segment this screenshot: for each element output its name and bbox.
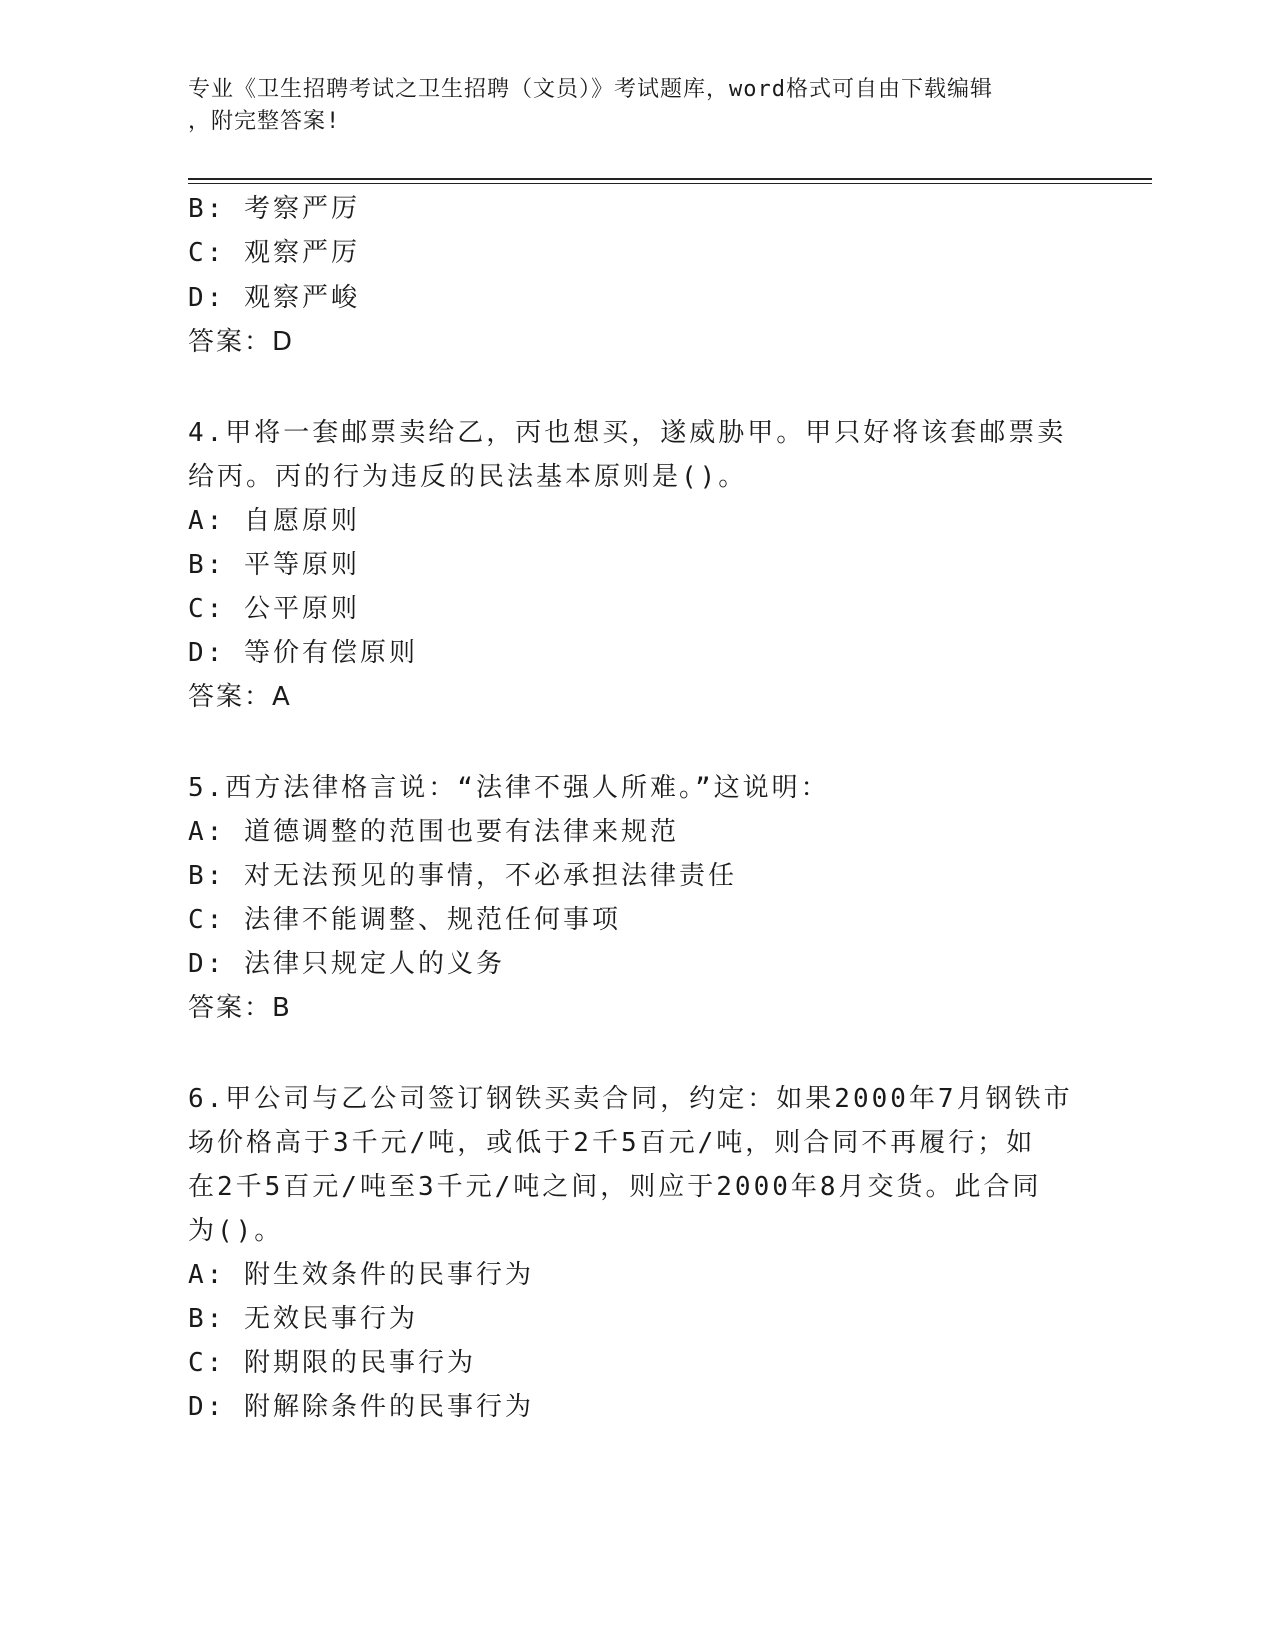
q5-option-a: A: 道德调整的范围也要有法律来规范 [188, 817, 679, 847]
q4-option-c: C: 公平原则 [188, 594, 360, 624]
q4-option-a: A: 自愿原则 [188, 506, 360, 536]
q5-option-d: D: 法律只规定人的义务 [188, 949, 505, 979]
q3-option-b: B: 考察严厉 [188, 194, 360, 224]
q4-answer: 答案：A [188, 682, 292, 712]
q5-option-b: B: 对无法预见的事情，不必承担法律责任 [188, 861, 737, 891]
q6-option-c: C: 附期限的民事行为 [188, 1348, 476, 1378]
q5-answer: 答案：B [188, 993, 292, 1023]
q6-stem-line-2: 场价格高于3千元/吨，或低于2千5百元/吨，则合同不再履行；如 [188, 1128, 1036, 1158]
q3-option-d: D: 观察严峻 [188, 283, 360, 313]
header-rule-thick [188, 178, 1152, 180]
q3-option-c: C: 观察严厉 [188, 238, 360, 268]
q6-stem-line-1: 6.甲公司与乙公司签订钢铁买卖合同，约定：如果2000年7月钢铁市 [188, 1084, 1073, 1114]
header-rule-thin [188, 183, 1152, 184]
q6-stem-line-4: 为()。 [188, 1216, 284, 1246]
header-line-1: 专业《卫生招聘考试之卫生招聘（文员）》考试题库，word格式可自由下载编辑 [188, 77, 993, 102]
document-header [188, 74, 1068, 138]
q6-option-b: B: 无效民事行为 [188, 1304, 418, 1334]
q6-option-a: A: 附生效条件的民事行为 [188, 1260, 534, 1290]
q3-answer: 答案：D [188, 327, 295, 357]
q6-option-d: D: 附解除条件的民事行为 [188, 1392, 534, 1422]
q5-stem-line-1: 5.西方法律格言说：“法律不强人所难。”这说明： [188, 773, 830, 803]
header-line-2: ，附完整答案! [188, 109, 341, 134]
q4-stem-line-2: 给丙。丙的行为违反的民法基本原则是()。 [188, 462, 748, 492]
q4-stem-line-1: 4.甲将一套邮票卖给乙，丙也想买，遂威胁甲。甲只好将该套邮票卖 [188, 418, 1067, 448]
q4-option-b: B: 平等原则 [188, 550, 360, 580]
q4-option-d: D: 等价有偿原则 [188, 638, 418, 668]
q6-stem-line-3: 在2千5百元/吨至3千元/吨之间，则应于2000年8月交货。此合同 [188, 1172, 1042, 1202]
q5-option-c: C: 法律不能调整、规范任何事项 [188, 905, 621, 935]
